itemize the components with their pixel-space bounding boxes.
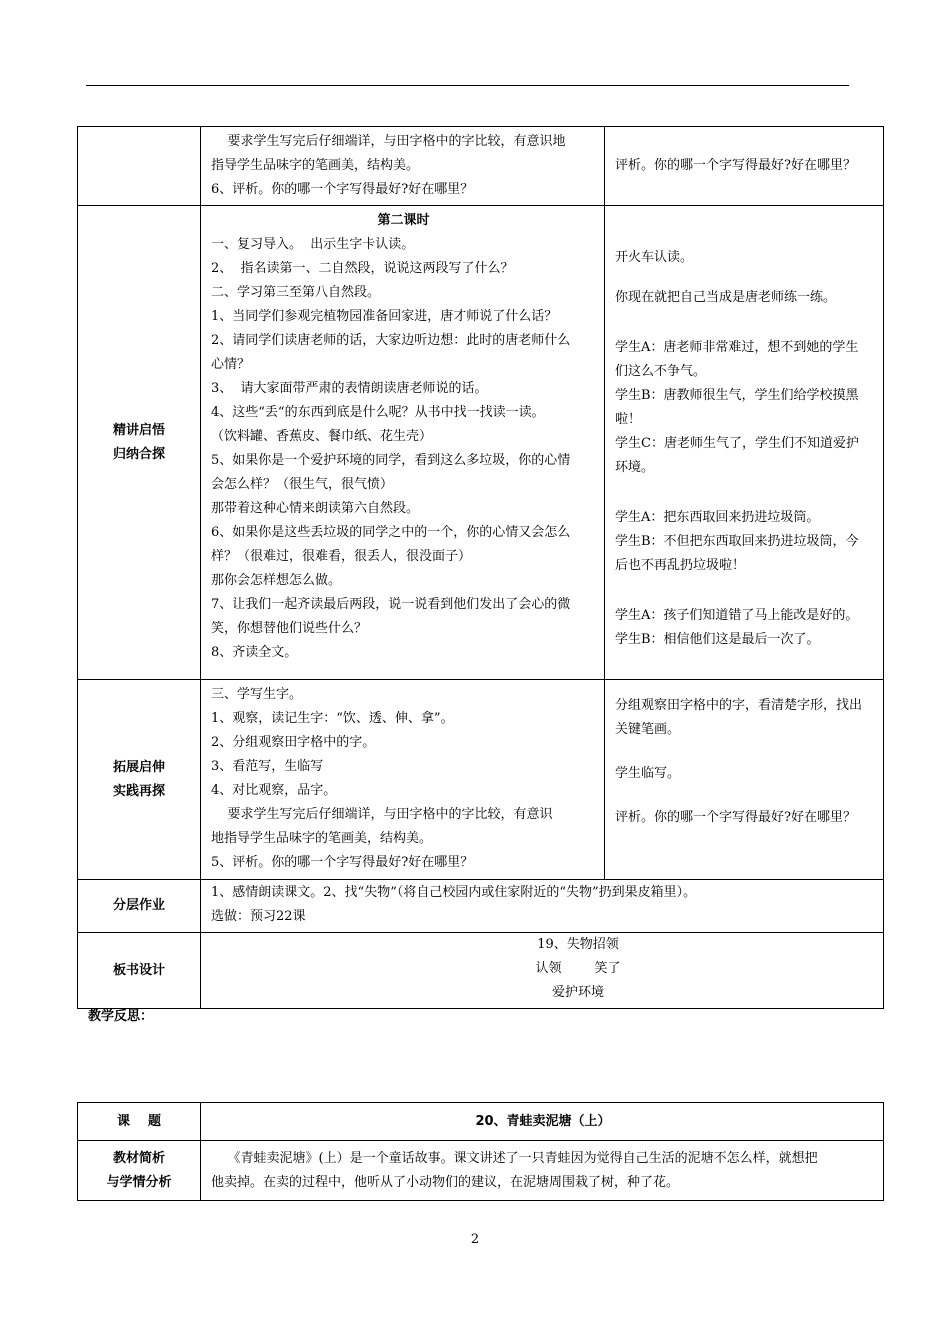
text-line: 3、看范写，生临写 — [211, 759, 324, 774]
text-line: 5、如果你是一个爱护环境的同学，看到这么多垃圾，你的心情 — [211, 453, 571, 468]
text-line: 7、让我们一起齐读最后两段，说一说看到他们发出了会心的微 — [211, 597, 571, 612]
text-line: 会怎么样？（很生气，很气愤） — [211, 477, 394, 492]
lesson-plan-table — [77, 126, 884, 1009]
text-line: 后也不再乱扔垃圾啦！ — [615, 558, 746, 573]
text-line: 8、齐读全文。 — [211, 645, 298, 660]
label-line: 实践再探 — [112, 783, 165, 799]
text-line: 笑，你想替他们说些什么？ — [211, 621, 368, 636]
row-label-board: 板书设计 — [78, 933, 201, 1009]
text-line: 学生A：把东西取回来扔进垃圾筒。 — [615, 510, 820, 525]
text-line: 19、失物招领 — [537, 937, 619, 952]
text-line: 学生B：唐教师很生气，学生们给学校摸黑 — [615, 388, 859, 403]
text-line: 爱护环境 — [551, 985, 604, 1000]
text-line: 分组观察田字格中的字，看清楚字形，找出 — [615, 698, 863, 713]
text-line: 他卖掉。在卖的过程中，他听从了小动物们的建议，在泥塘周围栽了树，种了花。 — [211, 1175, 680, 1190]
text-line: 学生B：相信他们这是最后一次了。 — [615, 632, 820, 647]
text-line: 3、 请大家面带严肃的表情朗读唐老师说的话。 — [211, 381, 488, 396]
row-label-analysis — [78, 1141, 201, 1201]
practice-student-cell — [605, 127, 884, 206]
text-line: 啦！ — [615, 412, 642, 427]
board-design-cell — [201, 933, 884, 1009]
text-line: 选做：预习22课 — [211, 909, 306, 924]
text-line: 1、观察，读记生字：“饮、透、伸、拿”。 — [211, 711, 454, 726]
text-line: 心情？ — [211, 357, 251, 372]
table-row-board — [78, 933, 884, 1009]
row-label-empty — [78, 127, 201, 206]
text-line: 2、请同学们读唐老师的话，大家边听边想：此时的唐老师什么 — [211, 333, 571, 348]
text-line: （饮料罐、香蕉皮、餐巾纸、花生壳） — [211, 429, 433, 444]
text-line: 《青蛙卖泥塘》(上）是一个童话故事。课文讲述了一只青蛙因为觉得自己生活的泥塘不怎么样，就想把 — [211, 1151, 818, 1166]
label-line: 精讲启悟 — [112, 422, 165, 438]
table-row-homework — [78, 880, 884, 933]
text-line: 们这么不争气。 — [615, 364, 707, 379]
table-row-title — [78, 1103, 884, 1141]
text-line: 6、如果你是这些丢垃圾的同学之中的一个，你的心情又会怎么 — [211, 525, 571, 540]
text-line: 要求学生写完后仔细端详，与田字格中的字比较，有意识地 — [211, 134, 566, 149]
text-line: 学生临写。 — [615, 766, 681, 781]
text-line: 学生C：唐老师生气了，学生们不知道爱护 — [615, 436, 859, 451]
text-line: 样？（很难过，很难看，很丢人，很没面子） — [211, 549, 472, 564]
text-line: 一、复习导入。 出示生字卡认读。 — [211, 237, 415, 252]
spacer — [615, 270, 875, 286]
header-rule — [86, 85, 849, 86]
text-line: 要求学生写完后仔细端详，与田字格中的字比较，有意识 — [211, 807, 553, 822]
text-line: 评析。你的哪一个字写得最好?好在哪里？ — [615, 810, 856, 825]
text-line: 环境。 — [615, 460, 655, 475]
row-label-extend — [78, 680, 201, 880]
text-line: 1、感情朗读课文。2、找“失物”（将自己校园内或住家附近的“失物”扔到果皮箱里）。 — [211, 885, 697, 900]
spacer — [615, 742, 875, 762]
text-line: 学生A：唐老师非常难过，想不到她的学生 — [615, 340, 859, 355]
text-line: 2、分组观察田字格中的字。 — [211, 735, 376, 750]
row-label-topic: 课 题 — [78, 1103, 201, 1141]
table-row-analysis — [78, 1141, 884, 1201]
writing-steps-cell — [201, 680, 605, 880]
text-line: 你现在就把自己当成是唐老师练一练。 — [615, 290, 837, 305]
text-line: 6、评析。你的哪一个字写得最好?好在哪里？ — [211, 182, 474, 197]
next-lesson-table — [77, 1102, 884, 1201]
table-row-practice — [78, 127, 884, 206]
spacer — [615, 786, 875, 806]
reflection-label: 教学反思： — [88, 1009, 154, 1024]
table-row-extend — [78, 680, 884, 880]
text-line: 那你会怎样想怎么做。 — [211, 573, 342, 588]
text-line: 地指导学生品味字的笔画美，结构美。 — [211, 831, 433, 846]
table-row-explain — [78, 206, 884, 680]
text-line: 4、这些“丢“的东西到底是什么呢？从书中找一找读一读。 — [211, 405, 545, 420]
text-line: 三、学写生字。 — [211, 687, 303, 702]
label-line: 归纳合探 — [112, 446, 165, 462]
text-line: 那带着这种心情来朗读第六自然段。 — [211, 501, 420, 516]
section-heading: 第二课时 — [377, 213, 430, 228]
label-line: 教材简析 — [112, 1150, 165, 1166]
analysis-cell — [201, 1141, 884, 1201]
text-line: 学生A：孩子们知道错了马上能改是好的。 — [615, 608, 859, 623]
student-activity-cell — [605, 206, 884, 680]
page-number: 2 — [470, 1232, 480, 1247]
spacer — [615, 578, 875, 604]
text-line: 开火车认读。 — [615, 250, 694, 265]
text-line: 二、学习第三至第八自然段。 — [211, 285, 381, 300]
lesson-title: 20、青蛙卖泥塘（上） — [201, 1103, 884, 1141]
label-line: 与学情分析 — [106, 1174, 172, 1190]
text-line: 2、 指名读第一、二自然段，说说这两段写了什么？ — [211, 261, 514, 276]
text-line: 学生B：不但把东西取回来扔进垃圾筒，今 — [615, 534, 859, 549]
writing-student-cell — [605, 680, 884, 880]
text-line: 评析。你的哪一个字写得最好?好在哪里？ — [615, 158, 856, 173]
row-label-explain — [78, 206, 201, 680]
teaching-steps-cell — [201, 206, 605, 680]
text-line: 5、评析。你的哪一个字写得最好?好在哪里？ — [211, 855, 474, 870]
label-line: 拓展启伸 — [112, 759, 165, 775]
practice-steps-cell — [201, 127, 605, 206]
row-label-homework: 分层作业 — [78, 880, 201, 933]
spacer — [615, 480, 875, 506]
text-line: 关键笔画。 — [615, 722, 681, 737]
spacer — [615, 310, 875, 336]
text-line: 认领 笑了 — [535, 961, 621, 976]
homework-cell — [201, 880, 884, 933]
text-line: 4、对比观察，品字。 — [211, 783, 337, 798]
text-line: 1、当同学们参观完植物园准备回家进，唐才师说了什么话？ — [211, 309, 558, 324]
text-line: 指导学生品味字的笔画美，结构美。 — [211, 158, 420, 173]
